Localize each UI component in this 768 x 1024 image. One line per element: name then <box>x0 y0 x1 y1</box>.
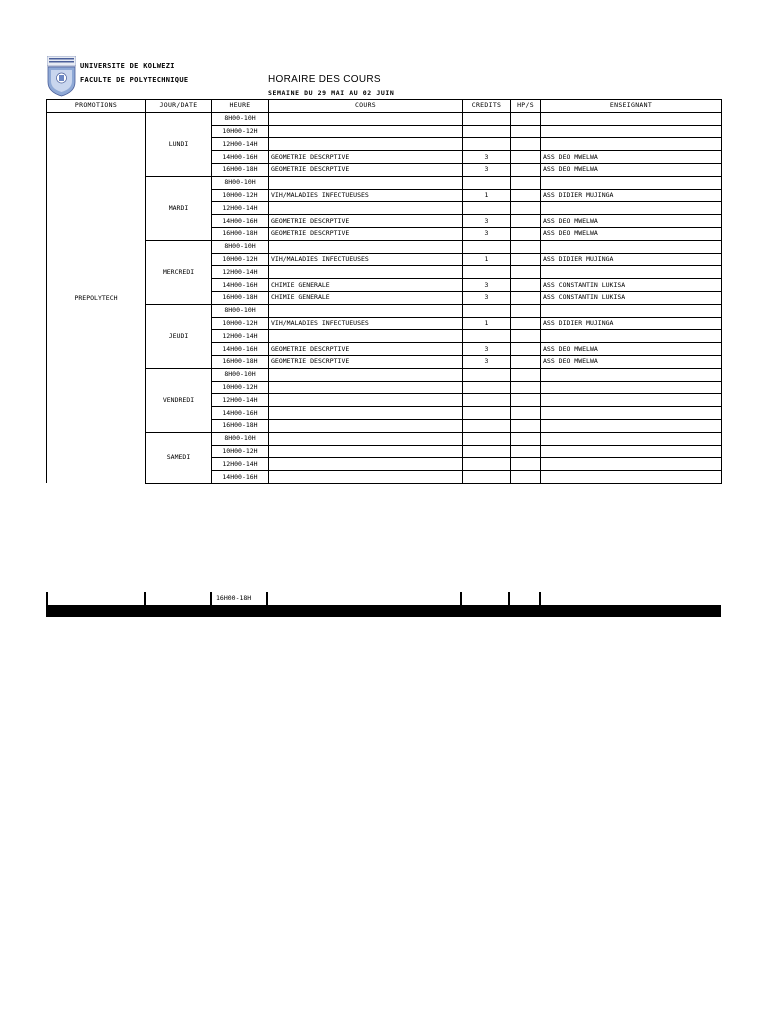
hps-cell <box>511 176 541 189</box>
teacher-cell: ASS DEO MWELWA <box>541 215 722 228</box>
teacher-cell: ASS DIDIER MUJINGA <box>541 253 722 266</box>
hps-cell <box>511 471 541 484</box>
hps-cell <box>511 355 541 368</box>
time-cell: 16H00-18H <box>212 355 269 368</box>
hps-cell <box>511 202 541 215</box>
credits-cell <box>463 176 511 189</box>
credits-cell: 1 <box>463 253 511 266</box>
col-header-time: HEURE <box>212 100 269 113</box>
table-row <box>47 304 722 317</box>
hps-cell <box>511 432 541 445</box>
course-cell: CHIMIE GENERALE <box>269 279 463 292</box>
col-header-day: JOUR/DATE <box>146 100 212 113</box>
credits-cell: 3 <box>463 227 511 240</box>
course-cell <box>269 176 463 189</box>
day-cell: VENDREDI <box>146 368 212 432</box>
table-row <box>47 112 722 125</box>
credits-cell: 3 <box>463 343 511 356</box>
credits-cell: 3 <box>463 215 511 228</box>
course-cell <box>269 125 463 138</box>
credits-cell: 3 <box>463 151 511 164</box>
trailing-row <box>46 592 721 605</box>
hps-cell <box>511 304 541 317</box>
hps-cell <box>511 343 541 356</box>
time-cell: 8H00-10H <box>212 432 269 445</box>
hps-cell <box>511 330 541 343</box>
time-cell: 12H00-14H <box>212 266 269 279</box>
credits-cell <box>463 240 511 253</box>
course-cell <box>269 368 463 381</box>
course-cell: GEOMETRIE DESCRPTIVE <box>269 343 463 356</box>
university-logo <box>47 56 76 97</box>
time-cell: 14H00-16H <box>212 407 269 420</box>
credits-cell <box>463 407 511 420</box>
teacher-cell: ASS DEO MWELWA <box>541 227 722 240</box>
course-cell <box>269 202 463 215</box>
course-cell: GEOMETRIE DESCRPTIVE <box>269 215 463 228</box>
credits-cell: 1 <box>463 317 511 330</box>
hps-cell <box>511 138 541 151</box>
credits-cell <box>463 304 511 317</box>
hps-cell <box>511 112 541 125</box>
course-cell <box>269 240 463 253</box>
course-cell <box>269 330 463 343</box>
time-cell: 16H00-18H <box>212 291 269 304</box>
credits-cell <box>463 458 511 471</box>
course-cell <box>269 458 463 471</box>
course-cell: GEOMETRIE DESCRPTIVE <box>269 151 463 164</box>
credits-cell <box>463 419 511 432</box>
col-header-hps: HP/S <box>511 100 541 113</box>
credits-cell <box>463 202 511 215</box>
teacher-cell: ASS CONSTANTIN LUKISA <box>541 291 722 304</box>
week-label: SEMAINE DU 29 MAI AU 02 JUIN <box>268 89 395 97</box>
course-cell <box>269 381 463 394</box>
credits-cell <box>463 368 511 381</box>
document-title: HORAIRE DES COURS <box>268 74 381 85</box>
course-cell <box>269 394 463 407</box>
credits-cell: 3 <box>463 291 511 304</box>
time-cell: 8H00-10H <box>212 304 269 317</box>
course-cell <box>269 445 463 458</box>
credits-cell: 3 <box>463 279 511 292</box>
teacher-cell <box>541 266 722 279</box>
hps-cell <box>511 291 541 304</box>
hps-cell <box>511 279 541 292</box>
teacher-cell <box>541 202 722 215</box>
course-cell <box>269 112 463 125</box>
time-cell: 12H00-14H <box>212 458 269 471</box>
hps-cell <box>511 227 541 240</box>
credits-cell <box>463 381 511 394</box>
hps-cell <box>511 266 541 279</box>
time-cell: 14H00-16H <box>212 215 269 228</box>
table-row <box>47 432 722 445</box>
hps-cell <box>511 151 541 164</box>
time-cell: 14H00-16H <box>212 471 269 484</box>
schedule-table <box>46 99 722 484</box>
teacher-cell: ASS DEO MWELWA <box>541 163 722 176</box>
credits-cell: 3 <box>463 355 511 368</box>
course-cell: VIH/MALADIES INFECTUEUSES <box>269 189 463 202</box>
table-row <box>47 368 722 381</box>
time-cell: 16H00-18H <box>212 163 269 176</box>
time-cell: 10H00-12H <box>212 253 269 266</box>
credits-cell: 1 <box>463 189 511 202</box>
course-cell <box>269 471 463 484</box>
credits-cell <box>463 471 511 484</box>
teacher-cell: ASS DEO MWELWA <box>541 355 722 368</box>
hps-cell <box>511 368 541 381</box>
teacher-cell <box>541 381 722 394</box>
time-cell: 8H00-10H <box>212 112 269 125</box>
teacher-cell: ASS CONSTANTIN LUKISA <box>541 279 722 292</box>
col-header-course: COURS <box>269 100 463 113</box>
time-cell: 8H00-10H <box>212 368 269 381</box>
credits-cell <box>463 125 511 138</box>
course-cell: VIH/MALADIES INFECTUEUSES <box>269 317 463 330</box>
credits-cell <box>463 394 511 407</box>
teacher-cell <box>541 240 722 253</box>
time-cell: 10H00-12H <box>212 125 269 138</box>
time-cell: 14H00-16H <box>212 279 269 292</box>
hps-cell <box>511 215 541 228</box>
day-cell: LUNDI <box>146 112 212 176</box>
col-header-credits: CREDITS <box>463 100 511 113</box>
course-cell: GEOMETRIE DESCRPTIVE <box>269 163 463 176</box>
teacher-cell <box>541 138 722 151</box>
day-cell: MARDI <box>146 176 212 240</box>
teacher-cell <box>541 445 722 458</box>
teacher-cell: ASS DIDIER MUJINGA <box>541 189 722 202</box>
promotion-cell: PREPOLYTECH <box>47 112 146 483</box>
credits-cell <box>463 138 511 151</box>
time-cell: 16H00-18H <box>212 419 269 432</box>
hps-cell <box>511 253 541 266</box>
time-cell: 10H00-12H <box>212 381 269 394</box>
faculty-name: FACULTE DE POLYTECHNIQUE <box>80 76 189 84</box>
day-cell: MERCREDI <box>146 240 212 304</box>
hps-cell <box>511 125 541 138</box>
time-cell: 12H00-14H <box>212 330 269 343</box>
teacher-cell: ASS DEO MWELWA <box>541 151 722 164</box>
teacher-cell <box>541 304 722 317</box>
credits-cell <box>463 330 511 343</box>
time-cell: 12H00-14H <box>212 138 269 151</box>
hps-cell <box>511 189 541 202</box>
course-cell: VIH/MALADIES INFECTUEUSES <box>269 253 463 266</box>
schedule-body <box>47 112 722 483</box>
teacher-cell <box>541 368 722 381</box>
hps-cell <box>511 394 541 407</box>
course-cell <box>269 138 463 151</box>
credits-cell <box>463 112 511 125</box>
hps-cell <box>511 381 541 394</box>
teacher-cell <box>541 419 722 432</box>
teacher-cell <box>541 394 722 407</box>
course-cell <box>269 407 463 420</box>
course-cell: GEOMETRIE DESCRPTIVE <box>269 355 463 368</box>
time-cell: 8H00-10H <box>212 176 269 189</box>
time-cell: 8H00-10H <box>212 240 269 253</box>
time-cell: 16H00-18H <box>212 227 269 240</box>
col-header-teacher: ENSEIGNANT <box>541 100 722 113</box>
credits-cell <box>463 266 511 279</box>
course-cell <box>269 304 463 317</box>
hps-cell <box>511 445 541 458</box>
hps-cell <box>511 317 541 330</box>
table-row <box>47 176 722 189</box>
teacher-cell <box>541 458 722 471</box>
table-header-row <box>47 100 722 113</box>
teacher-cell <box>541 112 722 125</box>
course-cell: CHIMIE GENERALE <box>269 291 463 304</box>
course-cell: GEOMETRIE DESCRPTIVE <box>269 227 463 240</box>
teacher-cell <box>541 330 722 343</box>
time-cell: 14H00-16H <box>212 343 269 356</box>
course-cell <box>269 419 463 432</box>
teacher-cell: ASS DEO MWELWA <box>541 343 722 356</box>
time-cell: 14H00-16H <box>212 151 269 164</box>
course-cell <box>269 266 463 279</box>
university-name: UNIVERSITE DE KOLWEZI <box>80 62 175 70</box>
table-row <box>47 240 722 253</box>
credits-cell: 3 <box>463 163 511 176</box>
teacher-cell: ASS DIDIER MUJINGA <box>541 317 722 330</box>
day-cell: JEUDI <box>146 304 212 368</box>
day-cell: SAMEDI <box>146 432 212 483</box>
teacher-cell <box>541 471 722 484</box>
time-cell: 10H00-12H <box>212 317 269 330</box>
hps-cell <box>511 407 541 420</box>
hps-cell <box>511 240 541 253</box>
teacher-cell <box>541 407 722 420</box>
time-cell: 10H00-12H <box>212 445 269 458</box>
time-cell: 12H00-14H <box>212 394 269 407</box>
col-header-promotions: PROMOTIONS <box>47 100 146 113</box>
time-cell: 10H00-12H <box>212 189 269 202</box>
teacher-cell <box>541 432 722 445</box>
credits-cell <box>463 445 511 458</box>
teacher-cell <box>541 176 722 189</box>
footer-bar <box>46 605 721 617</box>
hps-cell <box>511 419 541 432</box>
course-cell <box>269 432 463 445</box>
credits-cell <box>463 432 511 445</box>
teacher-cell <box>541 125 722 138</box>
hps-cell <box>511 458 541 471</box>
hps-cell <box>511 163 541 176</box>
trailing-row-time: 16H00-18H <box>216 594 252 602</box>
time-cell: 12H00-14H <box>212 202 269 215</box>
